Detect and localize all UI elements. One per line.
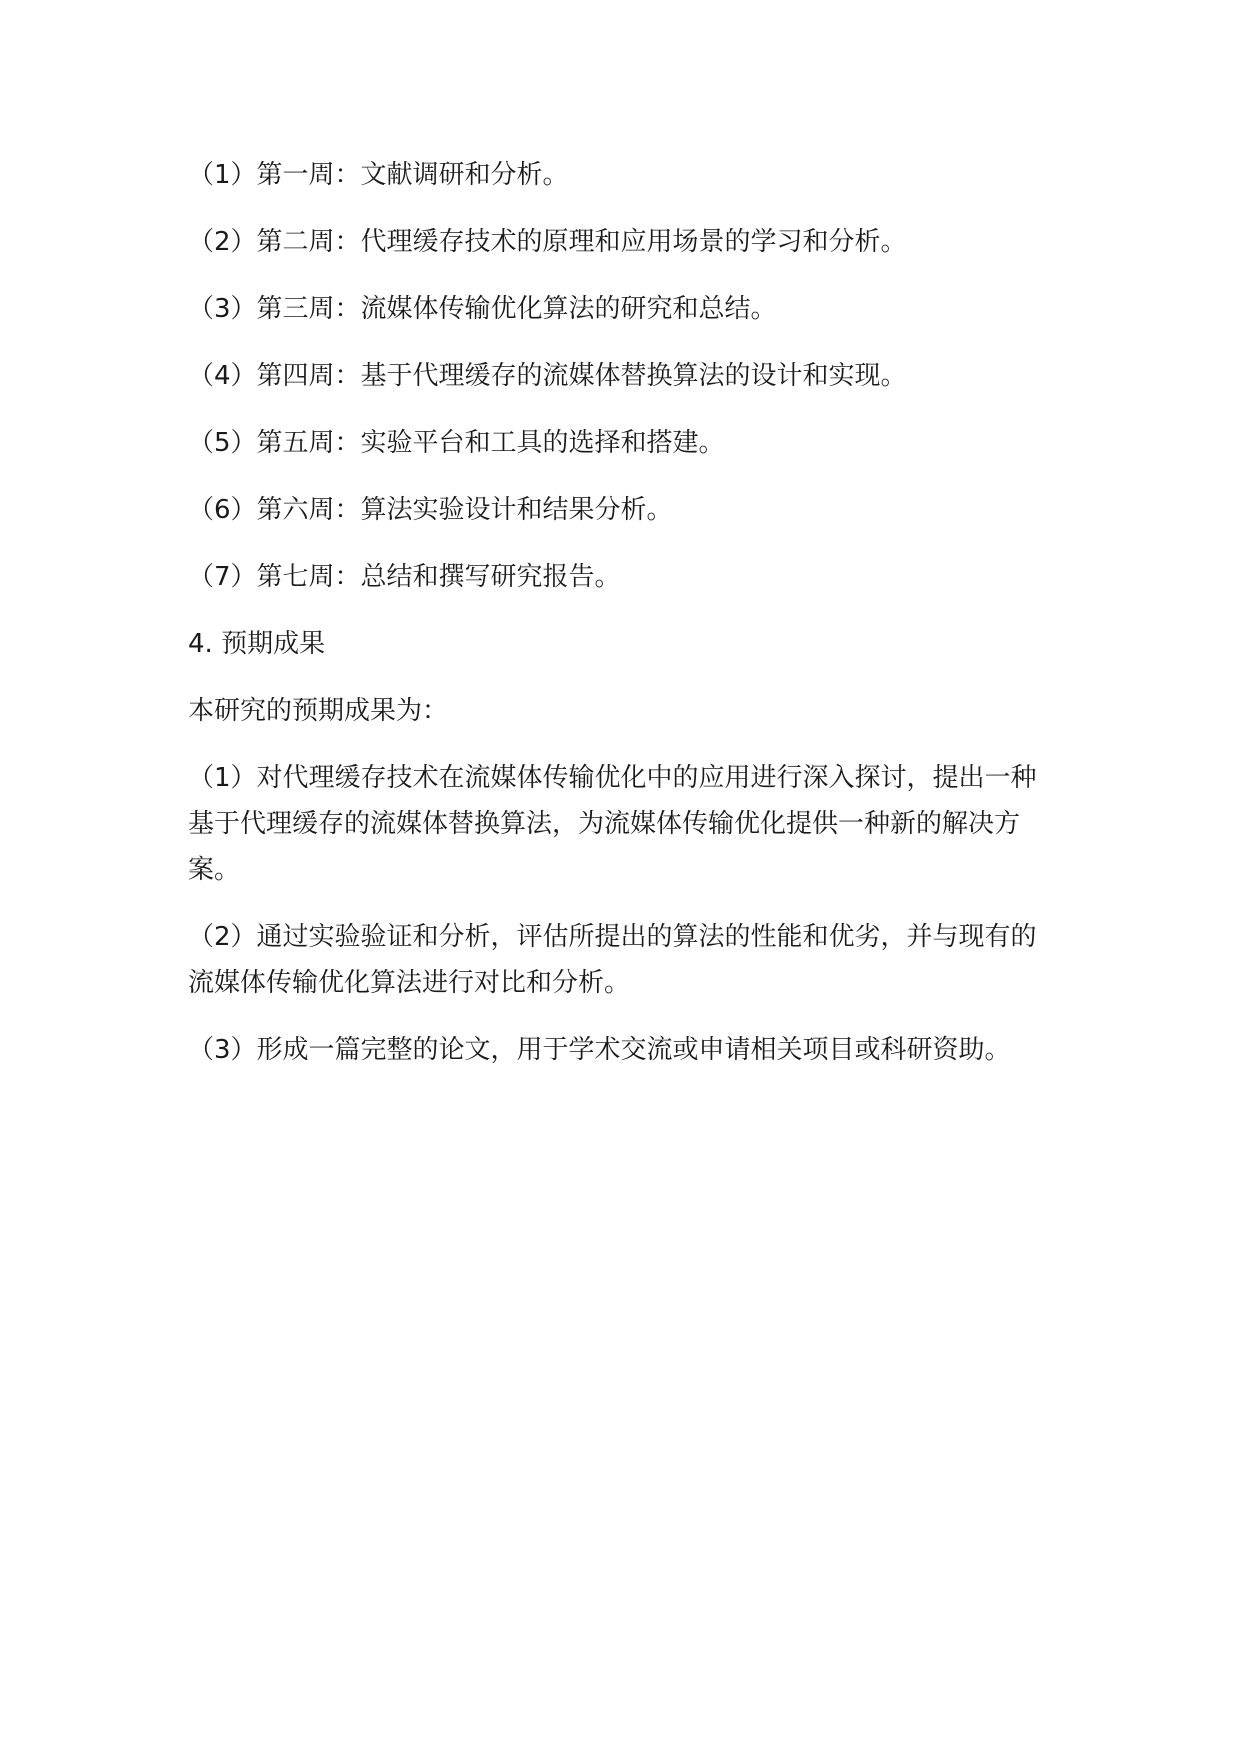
- schedule-item-week-5: （5）第五周：实验平台和工具的选择和搭建。: [188, 428, 725, 458]
- schedule-item-week-4: （4）第四周：基于代理缓存的流媒体替换算法的设计和实现。: [188, 361, 907, 391]
- schedule-item-week-7: （7）第七周：总结和撰写研究报告。: [188, 562, 621, 592]
- outcomes-intro: 本研究的预期成果为：: [188, 696, 449, 726]
- schedule-item-week-6: （6）第六周：算法实验设计和结果分析。: [188, 495, 673, 525]
- section-heading: 4. 预期成果: [188, 629, 326, 659]
- outcome-item-3: （3）形成一篇完整的论文，用于学术交流或申请相关项目或科研资助。: [188, 1035, 1011, 1065]
- schedule-item-week-3: （3）第三周：流媒体传输优化算法的研究和总结。: [188, 294, 777, 324]
- document-body: [188, 152, 1058, 1094]
- schedule-item-week-1: （1）第一周：文献调研和分析。: [188, 160, 569, 190]
- schedule-item-week-2: （2）第二周：代理缓存技术的原理和应用场景的学习和分析。: [188, 227, 907, 257]
- outcome-item-1: （1）对代理缓存技术在流媒体传输优化中的应用进行深入探讨，提出一种基于代理缓存的流媒体替换算法，为流媒体传输优化提供一种新的解决方案。: [188, 763, 1037, 885]
- outcome-item-2: （2）通过实验验证和分析，评估所提出的算法的性能和优劣，并与现有的流媒体传输优化算法进行对比和分析。: [188, 922, 1037, 998]
